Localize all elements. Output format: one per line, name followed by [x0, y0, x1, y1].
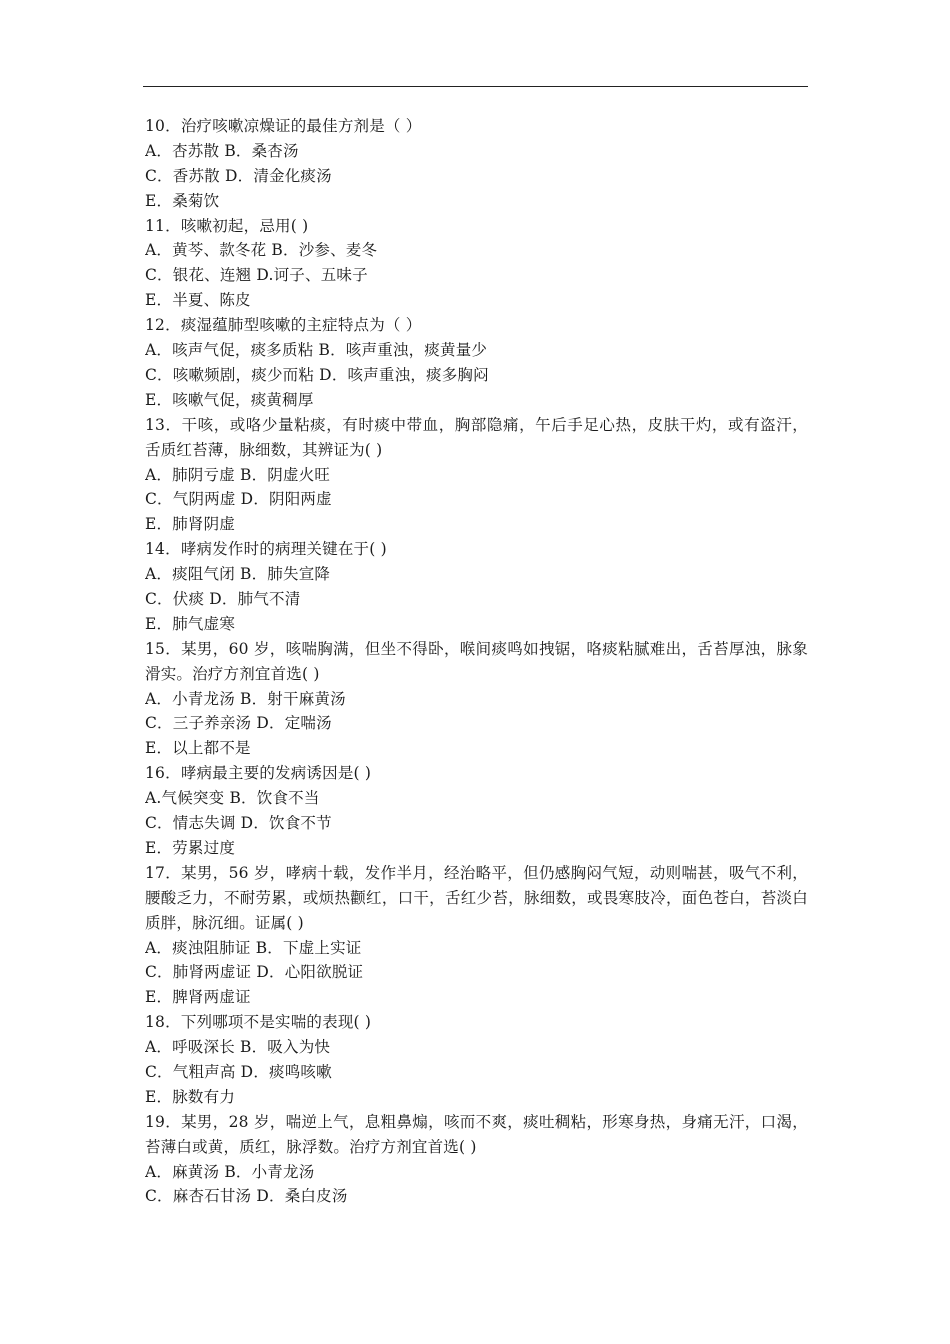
- question-option: E．肺气虚寒: [145, 614, 236, 633]
- question-option: A．呼吸深长 B．吸入为快: [145, 1038, 331, 1057]
- question-option: C．三子养亲汤 D．定喘汤: [145, 714, 332, 733]
- question-option: E．咳嗽气促，痰黄稠厚: [145, 390, 314, 409]
- question-stem: 16．哮病最主要的发病诱因是( ): [145, 764, 372, 783]
- question-option: C．气粗声高 D．痰鸣咳嗽: [145, 1062, 332, 1081]
- question-option: A．小青龙汤 B．射干麻黄汤: [145, 689, 346, 708]
- question-stem: 14．哮病发作时的病理关键在于( ): [145, 540, 387, 559]
- question-option: C．伏痰 D．肺气不清: [145, 589, 301, 608]
- question-option: E．以上都不是: [145, 739, 251, 758]
- question-option: E．脾肾两虚证: [145, 988, 251, 1007]
- question-block: [145, 1010, 808, 1110]
- question-block: [145, 637, 808, 761]
- question-block: [145, 413, 808, 537]
- header-rule: [143, 86, 808, 87]
- question-block: [145, 861, 808, 1010]
- question-stem: 10．治疗咳嗽凉燥证的最佳方剂是（ ）: [145, 117, 422, 135]
- question-stem: 17．某男，56 岁，哮病十载，发作半月，经治略平，但仍感胸闷气短，动则喘甚，吸气不利，腰酸乏力，不耐劳累，或烦热颧红，口干，舌红少苔，脉细数，或畏寒肢冷，面色苍白，苔淡白质胖，脉沉细。证属( ): [145, 863, 808, 932]
- question-option: A．黄芩、款冬花 B．沙参、麦冬: [145, 241, 378, 260]
- question-stem: 19．某男，28 岁，喘逆上气，息粗鼻煽，咳而不爽，痰吐稠粘，形寒身热，身痛无汗，口渴，苔薄白或黄，质红，脉浮数。治疗方剂宜首选( ): [145, 1112, 808, 1156]
- question-stem: 18．下列哪项不是实喘的表现( ): [145, 1013, 372, 1032]
- question-option: E．桑菊饮: [145, 191, 220, 210]
- question-block: [145, 537, 808, 637]
- question-option: C．气阴两虚 D．阴阳两虚: [145, 490, 332, 509]
- question-list: [145, 114, 808, 1209]
- question-option: C．肺肾两虚证 D．心阳欲脱证: [145, 963, 364, 982]
- question-option: A．肺阴亏虚 B．阴虚火旺: [145, 465, 331, 484]
- question-option: A.气候突变 B．饮食不当: [145, 789, 320, 808]
- question-option: C．香苏散 D．清金化痰汤: [145, 166, 332, 185]
- question-option: A．痰阻气闭 B．肺失宣降: [145, 565, 331, 584]
- question-option: E．劳累过度: [145, 838, 236, 857]
- question-option: A．麻黄汤 B．小青龙汤: [145, 1162, 315, 1181]
- question-option: A．杏苏散 B．桑杏汤: [145, 141, 299, 160]
- question-block: [145, 313, 808, 413]
- question-stem: 15．某男，60 岁，咳喘胸满，但坐不得卧，喉间痰鸣如拽锯，咯痰粘腻难出，舌苔厚浊，脉象滑实。治疗方剂宜首选( ): [145, 639, 808, 683]
- question-stem: 13．干咳，或咯少量粘痰，有时痰中带血，胸部隐痛，午后手足心热，皮肤干灼，或有盗汗，舌质红苔薄，脉细数，其辨证为( ): [145, 415, 808, 459]
- question-option: E．肺肾阴虚: [145, 515, 236, 534]
- question-stem: 12．痰湿蕴肺型咳嗽的主症特点为（ ）: [145, 316, 422, 335]
- question-block: [145, 214, 808, 314]
- question-option: C．咳嗽频剧，痰少而粘 D．咳声重浊，痰多胸闷: [145, 365, 489, 384]
- question-option: C．银花、连翘 D.诃子、五味子: [145, 266, 368, 285]
- question-option: E．脉数有力: [145, 1087, 236, 1106]
- question-block: [145, 761, 808, 861]
- question-option: E．半夏、陈皮: [145, 291, 251, 310]
- question-block: [145, 1110, 808, 1210]
- question-option: C．麻杏石甘汤 D．桑白皮汤: [145, 1187, 348, 1206]
- question-option: C．情志失调 D．饮食不节: [145, 814, 332, 832]
- question-option: A．痰浊阻肺证 B．下虚上实证: [145, 938, 362, 957]
- question-stem: 11．咳嗽初起，忌用( ): [145, 216, 309, 235]
- question-block: [145, 114, 808, 214]
- question-option: A．咳声气促，痰多质粘 B．咳声重浊，痰黄量少: [145, 341, 488, 360]
